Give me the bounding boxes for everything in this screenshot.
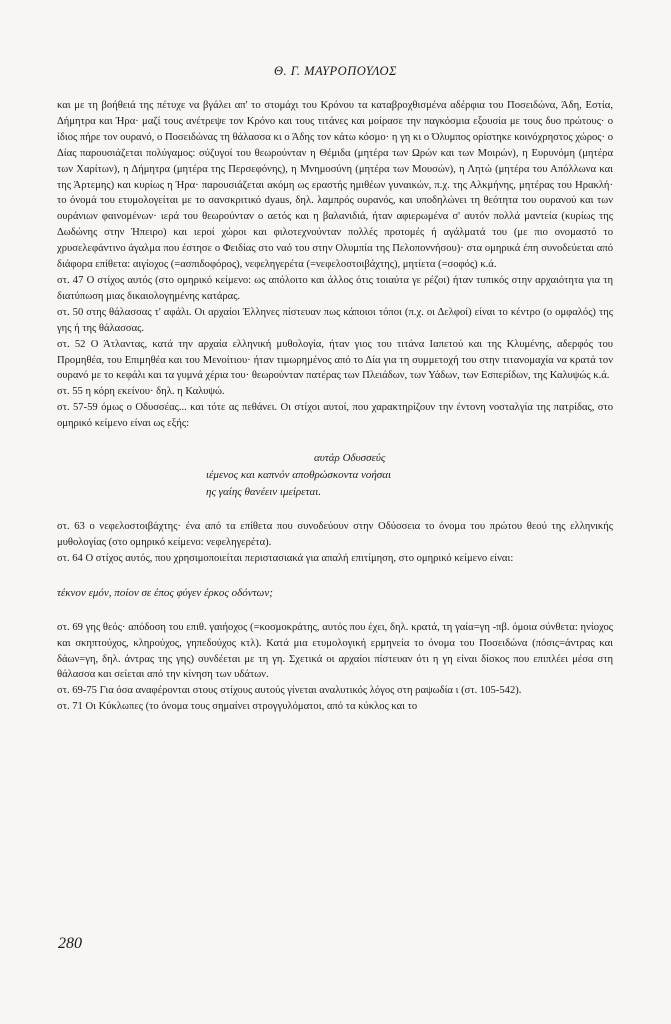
note-line-69-75: στ. 69-75 Για όσα αναφέρονται στους στίχους αυτούς γίνεται αναλυτικός λόγος στη ραψωδία ι (στ. 105-542). [57,685,522,697]
homeric-quote-line-2: ιέμενος και καπνόν αποθρώσκοντα νοήσαι [206,469,392,482]
running-title: Θ. Γ. ΜΑΥΡΟΠΟΥΛΟΣ [274,64,397,78]
note-line-50: στ. 50 στης θάλασσας τ' αφάλι. Οι αρχαίοι Έλληνες πίστευαν πως κάποιοι τόποι (π.χ. οι Δελφοί) είναι το κέντρο (ο ομφαλός) της γης ή της θάλασσας. [57,306,613,334]
paragraph-zeus: και με τη βοήθειά της πέτυχε να βγάλει απ' το στομάχι του Κρόνου τα καταβροχθισμένα αδέρφια του Ποσειδώνα, Άδη, Εστία, Δήμητρα και Ήρα· μαζί τους ανέτρεψε τον Κρόνο και τους τιτάνες και μοίρασε την παγκόσμια εξουσία με τους δυο πρώτους· ο ίδιος πήρε τον ουρανό, ο Ποσειδώνας τη θάλασσα κι ο Άδης τον κάτω κόσμο· η γη κι ο Όλυμπος ορίστηκε κοινόχρηστος χώρος· ο Δίας παρουσιάζεται πολύγαμος: σύζυγοί του θεωρούνταν η Θέμιδα (μητέρα των Ωρών και των Μοιρών), η Ευρυνόμη (μητέρα των Χαρίτων), η Δήμητρα (μητέρα της Περσεφόνης), η Μνημοσύνη (μητέρα των Μουσών), η Λητώ (μητέρα του Απόλλωνα και της Άρτεμης) και κυρίως η Ήρα· παρουσιάζεται ακόμη ως εραστής ημιθέων γυναικών, π.χ. της Αλκμήνης, μητέρας του Ηρακλή· το όνομά του ετυμολογείται με το σανσκριτικό dyaus, δηλ. λαμπρός ουρανός, και υποδηλώνει τη θεότητα του ουρανού και των ουράνιων φαινομένων· ιερά του θεωρούνταν ο αετός και η βαλανιδιά, ήταν αφιερωμένα σ' αυτόν πολλά μαντεία (κυρίως της Δωδώνης στην Ήπειρο) και ιεροί χώροι και φιλοτεχνούνταν πολλές προτομές ή αγάλματά του (με πιο ονομαστό το χρυσελεφάντινο άγαλμα που έστησε ο Φειδίας στο ναό του στην Ολυμπία της Πελοποννήσου)· στα ομηρικά έπη συνοδεύεται από διάφορα επίθετα: αιγίοχος (=ασπιδοφόρος), νεφεληγερέτα (=νεφελοστοιβάχτης), μητίετα (=σοφός) κ.ά. [57,100,613,271]
note-line-57-59: στ. 57-59 όμως ο Οδυσσέας... και τότε ας πεθάνει. Οι στίχοι αυτοί, που χαρακτηρίζουν την έντονη νοσταλγία της πατρίδας, στο ομηρικό κείμενο είναι ως εξής: [57,402,613,430]
note-line-52: στ. 52 Ο Άτλαντας, κατά την αρχαία ελληνική μυθολογία, ήταν γιος του τιτάνα Ιαπετού και της Κλυμένης, αδερφός του Προμηθέα, του Επιμηθέα και του Μενοίτιου· ήταν τιμωρημένος από το Δία για τη συμμετοχή του στην τιτανομαχία να κρατά τον ουρανό με το κεφάλι και τα γυμνά χέρια του· θεωρούνταν πατέρας των Πλειάδων, των Υάδων, των Εσπερίδων, της Καλυψώς κ.ά. [57,338,613,382]
page-body [57,98,613,715]
note-line-55: στ. 55 η κόρη εκείνου· δηλ. η Καλυψώ. [57,386,225,398]
note-line-47: στ. 47 Ο στίχος αυτός (στο ομηρικό κείμενο: ως απόλοιτο και άλλος ότις τοιαύτα γε ρέζοι) ήταν τυπικός στην αρχαιότητα για τη διατύπωση μιας δικαιολογημένης κατάρας. [57,274,613,302]
page-number: 280 [58,935,82,952]
note-line-63: στ. 63 ο νεφελοστοιβάχτης· ένα από τα επίθετα που συνοδεύουν στην Οδύσσεια το όνομα του πρώτου θεού της ελληνικής μυθολογίας (στο ομηρικό κείμενο: νεφεληγερέτα). [57,521,613,548]
homeric-quote-line-3: ης γαίης θανέειν ιμείρεται. [206,486,322,499]
note-line-71: στ. 71 Οι Κύκλωπες (το όνομα τους σημαίνει στρογγυλόματοι, από τα κύκλος και το [57,701,418,713]
homeric-quote-64: τέκνον εμόν, ποίον σε έπος φύγεν έρκος οδόντων; [57,586,273,599]
homeric-quote-line-1: αυτάρ Οδυσσεύς [314,452,386,465]
note-line-69: στ. 69 γης θεός· απόδοση του επιθ. γαιήοχος (=κοσμοκράτης, αυτός που έχει, δηλ. κρατά, τη γαία=γη -πβ. όμοια σύνθετα: ηνίοχος και σκηπτούχος, κληρούχος, γηπεδούχος κτλ). Κατά μια ετυμολογική ερμηνεία το όνομα του Ποσειδώνα (πόσις=άντρας και δάων=γη, δηλ. άντρας της γης) συνδέεται με τη γη. Σχετικά οι αρχαίοι πίστευαν ότι η γη είναι δίσκος που επιπλέει μέσα στη θάλασσα και σείεται από την κίνηση των υδάτων. [57,621,613,681]
note-line-64: στ. 64 Ο στίχος αυτός, που χρησιμοποιείται περιστασιακά για απαλή επιτίμηση, στο ομηρικό κείμενο είναι: [57,552,514,564]
